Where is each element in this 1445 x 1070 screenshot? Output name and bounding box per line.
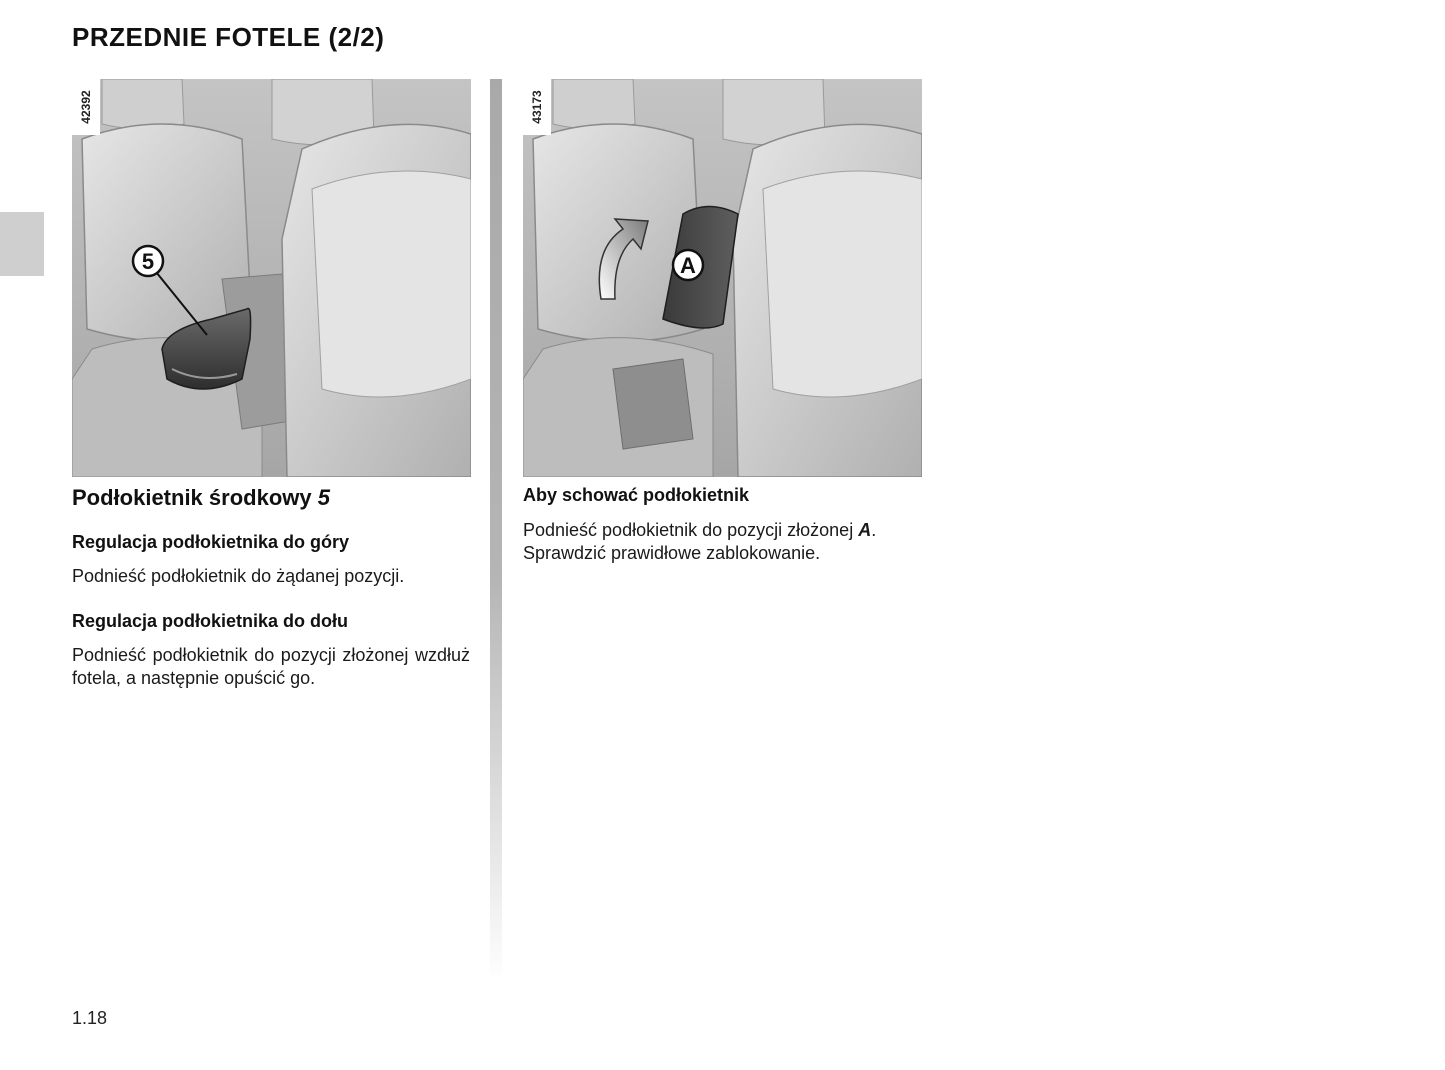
figure-code: 42392	[72, 79, 100, 135]
column-divider	[490, 79, 502, 984]
stow-heading: Aby schować podłokietnik	[523, 485, 750, 505]
armrest-lowered-illustration	[72, 79, 471, 477]
right-column	[523, 484, 921, 565]
subsection-heading-up: Regulacja podłokietnika do góry	[72, 532, 350, 552]
armrest-raised-illustration	[523, 79, 922, 477]
subsection-text-up: Podnieść podłokietnik do żądanej pozycji.	[72, 566, 405, 586]
callout-a: A	[680, 253, 696, 278]
figure-code: 43173	[523, 79, 551, 135]
stow-instruction: Podnieść podłokietnik do pozycji złożonej A. Sprawdzić prawidłowe zablokowanie.	[523, 520, 877, 563]
page-title: PRZEDNIE FOTELE (2/2)	[72, 22, 385, 52]
subsection-text-down: Podnieść podłokietnik do pozycji złożonej wzdłuż fotela, a następnie opuścić go.	[72, 645, 470, 688]
chapter-tab	[0, 212, 44, 276]
subsection-heading-down: Regulacja podłokietnika do dołu	[72, 611, 349, 631]
page-number: 1.18	[72, 1008, 108, 1028]
left-column	[72, 483, 470, 690]
callout-5: 5	[141, 249, 155, 274]
section-title: Podłokietnik środkowy 5	[72, 485, 330, 510]
